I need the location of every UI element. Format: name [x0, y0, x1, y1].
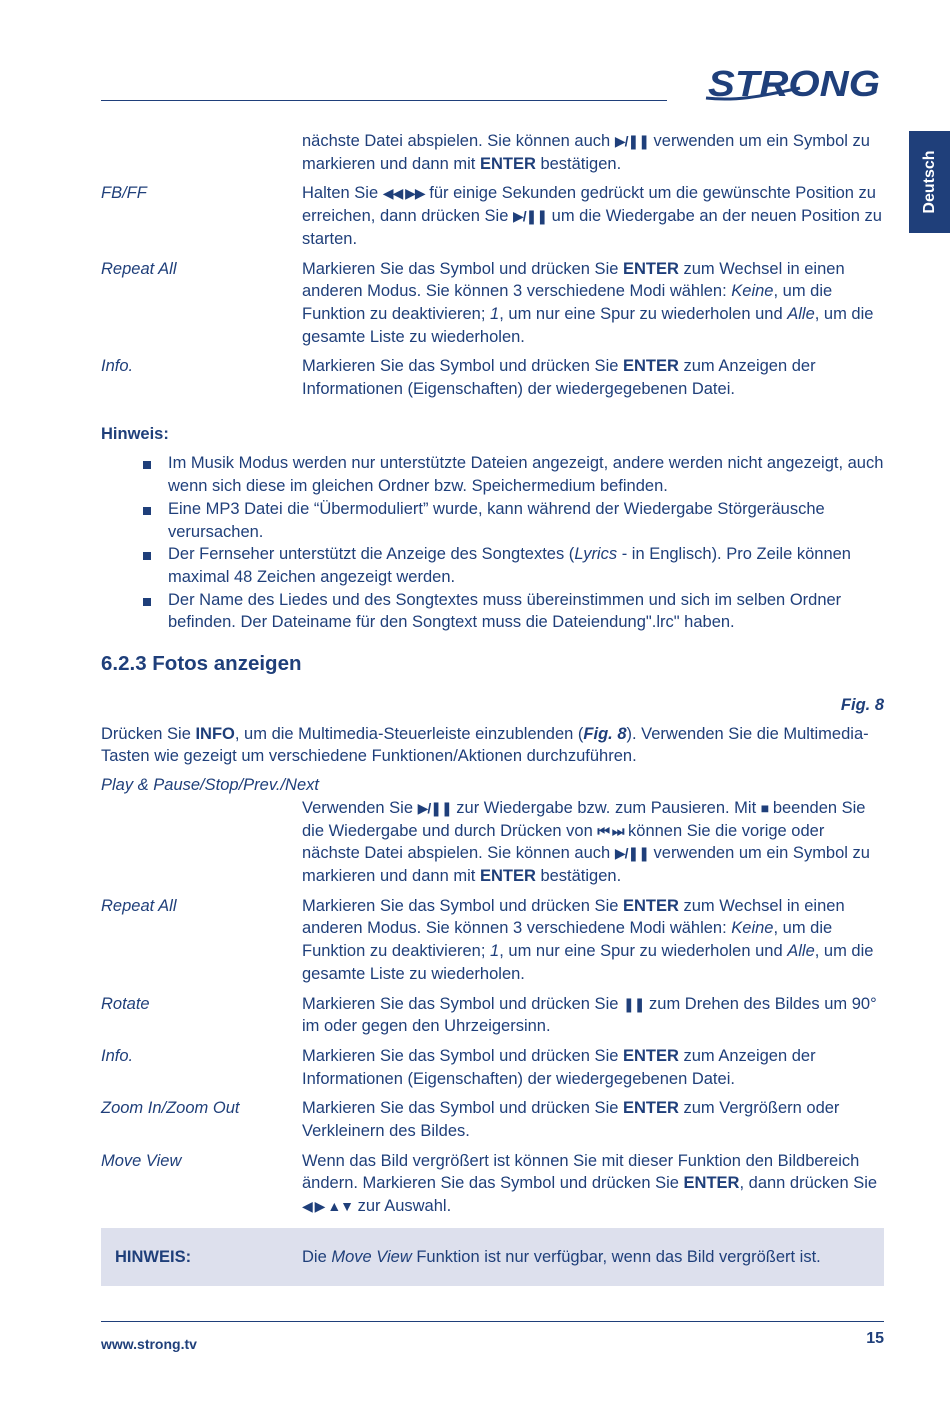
entry-continued: nächste Datei abspielen. Sie können auch ▶/❚❚ verwenden um ein Symbol zu markieren und dann mit ENTER bestätigen.	[302, 132, 870, 173]
page-content	[101, 130, 884, 1218]
language-tab	[909, 131, 950, 233]
list-item: Der Fernseher unterstützt die Anzeige des Songtextes (Lyrics - in Englisch). Pro Zeile können maximal 48 Zeichen angezeigt werden.	[101, 543, 884, 588]
list-item: Eine MP3 Datei die “Übermoduliert” wurde, kann während der Wiedergabe Störgeräusche verursachen.	[101, 498, 884, 543]
entry-repeat-all: Repeat All Markieren Sie das Symbol und drücken Sie ENTER zum Wechsel in einen anderen Modus. Sie können 3 verschiedene Modi wählen: Keine, um die Funktion zu deaktivieren; 1, um nur eine Spur zu wiederholen und Alle, um die gesamte Liste zu wiederholen.	[101, 895, 884, 986]
notice-title: HINWEIS:	[115, 1248, 192, 1266]
play-pause-icon: ▶/❚❚	[512, 208, 548, 225]
navigation-arrows-icon: ◀ ▶ ▲▼	[302, 1198, 354, 1215]
entry-term: Move View	[101, 1151, 182, 1170]
footer-rule	[101, 1321, 884, 1322]
entry-term: Zoom In/Zoom Out	[101, 1099, 240, 1118]
strong-logo	[700, 58, 885, 108]
stop-icon: ■	[760, 799, 769, 816]
entry-term: FB/FF	[101, 184, 147, 203]
entry-term: Repeat All	[101, 896, 177, 915]
notice-box	[101, 1228, 884, 1286]
svg-text:STRONG: STRONG	[708, 63, 880, 104]
footer-url[interactable]: www.strong.tv	[101, 1336, 197, 1352]
prev-next-icon: ⏮ ⏭	[597, 822, 624, 839]
play-pause-icon: ▶/❚❚	[417, 799, 452, 816]
header-rule	[101, 100, 667, 101]
entry-term: Rotate	[101, 994, 150, 1013]
entry-term: Info.	[101, 1046, 134, 1065]
language-tab-label: Deutsch	[920, 150, 938, 214]
entry-play-pause: Verwenden Sie ▶/❚❚ zur Wiedergabe bzw. zum Pausieren. Mit ■ beenden Sie die Wiedergabe und durch Drücken von ⏮ ⏭ können Sie die vorige oder nächste Datei abspielen. Sie können auch ▶/❚❚ verwenden um ein Symbol zu markieren und dann mit ENTER bestätigen.	[302, 798, 870, 885]
entry-info: Info. Markieren Sie das Symbol und drücken Sie ENTER zum Anzeigen der Informationen (Eigenschaften) der wiedergegebenen Datei.	[101, 1045, 884, 1090]
entry-term: Repeat All	[101, 259, 177, 278]
list-item: Der Name des Liedes und des Songtextes muss übereinstimmen und sich im selben Ordner befinden. Der Dateiname für den Songtext muss die Dateiendung".lrc" haben.	[101, 589, 884, 634]
entry-zoom: Zoom In/Zoom Out Markieren Sie das Symbol und drücken Sie ENTER zum Vergrößern oder Verkleinern des Bildes.	[101, 1097, 884, 1142]
entry-fb-ff: FB/FF Halten Sie ◀◀ ▶▶ für einige Sekunden gedrückt um die gewünschte Position zu erreichen, dann drücken Sie ▶/❚❚ um die Wiedergabe an der neuen Position zu starten.	[101, 182, 884, 250]
page-number: 15	[866, 1330, 884, 1347]
play-pause-icon: ▶/❚❚	[614, 845, 649, 862]
notice-text: Die Move View Funktion ist nur verfügbar, wenn das Bild vergrößert ist.	[302, 1248, 821, 1266]
play-pause-icon: ▶/❚❚	[614, 133, 649, 149]
section-intro: Drücken Sie INFO, um die Multimedia-Steuerleiste einzublenden (Fig. 8). Verwenden Sie die Multimedia-Tasten wie gezeigt um verschiedene Funktionen/Aktionen durchzuführen.	[101, 724, 869, 766]
section-title: 6.2.3 Fotos anzeigen	[101, 652, 302, 676]
entry-info: Info. Markieren Sie das Symbol und drücken Sie ENTER zum Anzeigen der Informationen (Eigenschaften) der wiedergegebenen Datei.	[101, 355, 884, 400]
list-item: Im Musik Modus werden nur unterstützte Dateien angezeigt, andere werden nicht angezeigt, auch wenn sich diese im gleichen Ordner bzw. Speichermedium befinden.	[101, 452, 884, 497]
entry-term: Info.	[101, 357, 134, 376]
pause-icon: ❚❚	[623, 995, 645, 1012]
entry-term: Play & Pause/Stop/Prev./Next	[101, 776, 319, 795]
hinweis-title: Hinweis:	[101, 424, 169, 443]
hinweis-list	[101, 452, 884, 634]
rewind-forward-icon: ◀◀ ▶▶	[382, 185, 425, 202]
figure-label: Fig. 8	[840, 696, 884, 715]
entry-repeat-all: Repeat All Markieren Sie das Symbol und drücken Sie ENTER zum Wechsel in einen anderen Modus. Sie können 3 verschiedene Modi wählen: Keine, um die Funktion zu deaktivieren; 1, um nur eine Spur zu wiederholen und Alle, um die gesamte Liste zu wiederholen.	[101, 258, 884, 349]
entry-move-view: Move View Wenn das Bild vergrößert ist können Sie mit dieser Funktion den Bildbereich ändern. Markieren Sie das Symbol und drücken Sie ENTER, dann drücken Sie ◀ ▶ ▲▼ zur Auswahl.	[101, 1150, 884, 1218]
entry-rotate: Rotate Markieren Sie das Symbol und drücken Sie ❚❚ zum Drehen des Bildes um 90° im oder gegen den Uhrzeigersinn.	[101, 993, 884, 1038]
